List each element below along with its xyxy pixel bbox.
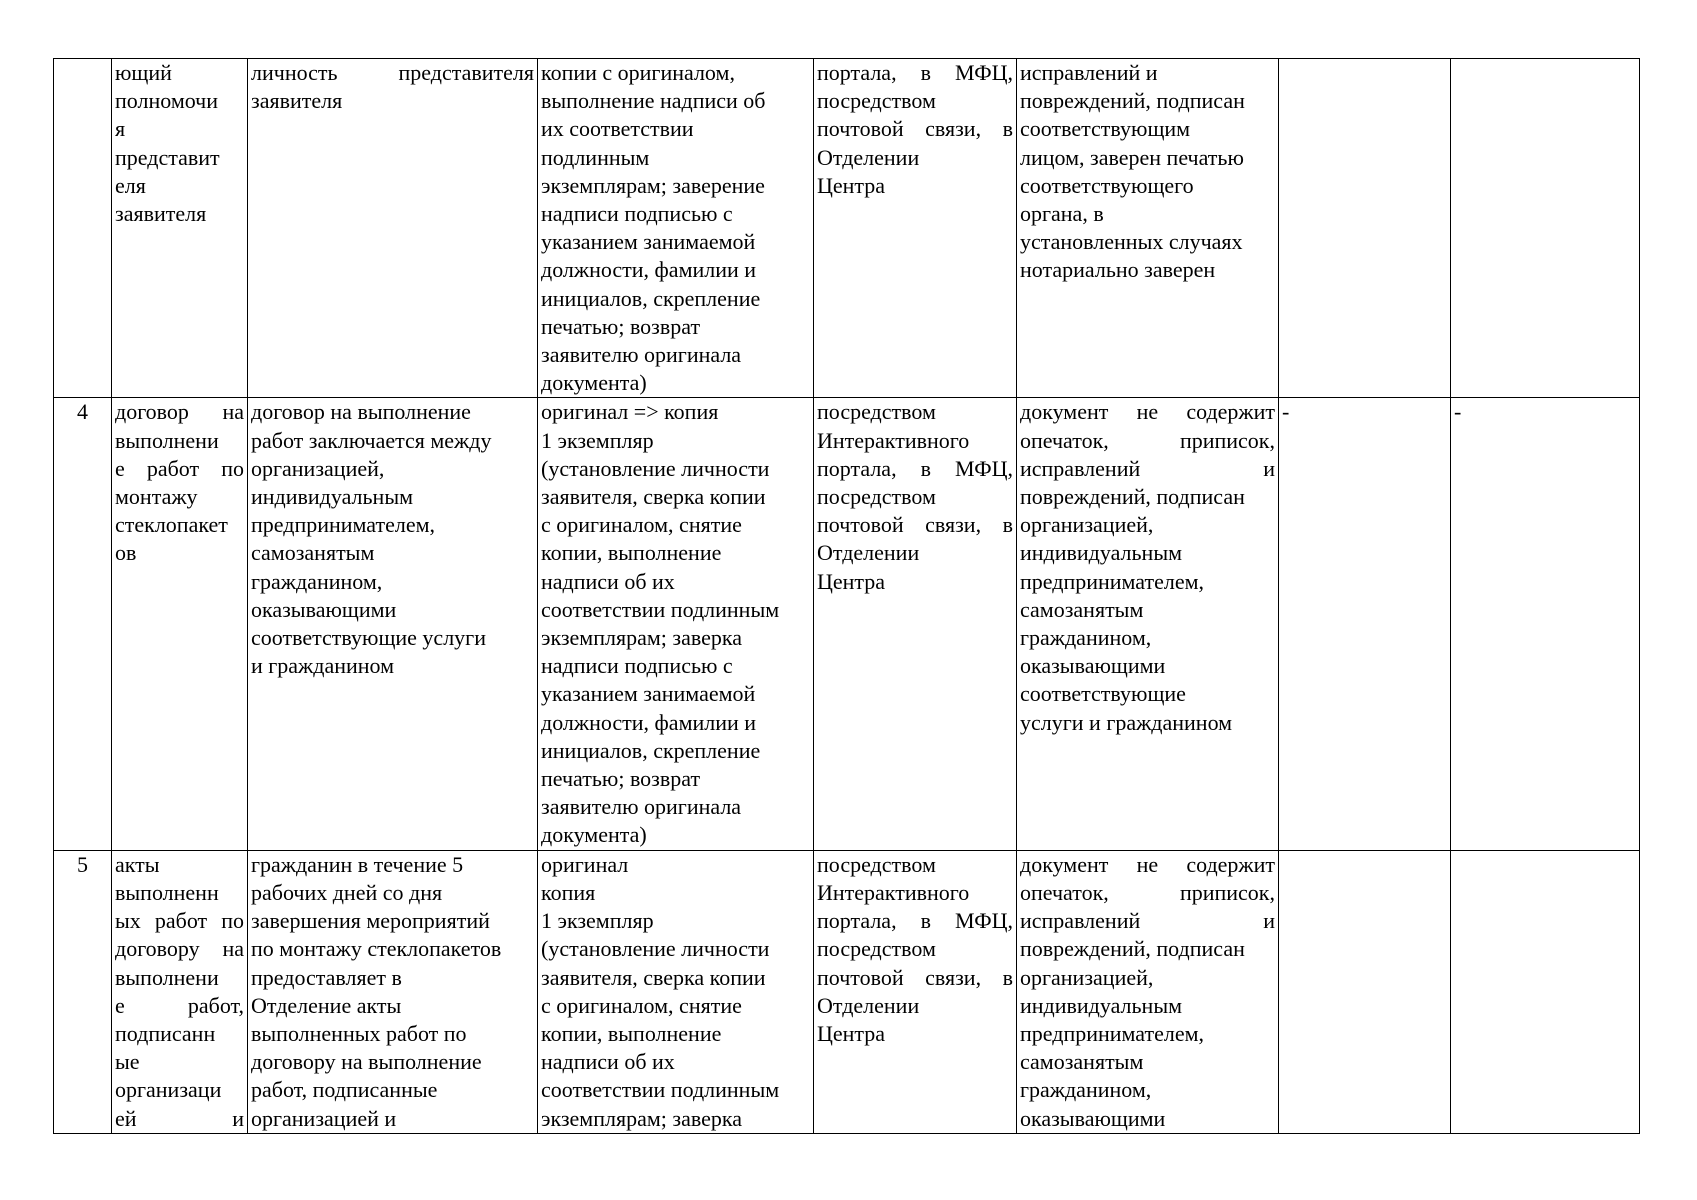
cell-text-line: указанием занимаемой: [541, 229, 756, 255]
extra-cell: [1451, 850, 1640, 1133]
cell-text-line: копии с оригиналом,: [541, 60, 735, 85]
cell-text-line: работ, подписанные: [251, 1077, 438, 1103]
cell-text-line: представит: [115, 144, 220, 170]
documents-table: [53, 58, 1640, 1134]
cell-text-line: услуги и гражданином: [1020, 709, 1233, 735]
cell-text-line: заявителя: [251, 88, 343, 114]
cell-text: -: [1282, 399, 1290, 425]
cell-text-line: органа, в: [1020, 201, 1104, 227]
row-number: [54, 59, 112, 398]
cell-text-line: самозанятым: [251, 540, 375, 566]
cell-text-line: подлинным: [541, 144, 650, 170]
cell-text-line: соответствии подлинным: [541, 1077, 780, 1103]
cell-text-line: опечаток, приписок,: [1020, 427, 1275, 453]
cell-text-line: должности, фамилии и: [541, 257, 757, 283]
cell-text-line: документа): [541, 370, 647, 396]
cell-text-line: предпринимателем,: [251, 512, 436, 538]
cell-text-line: повреждений, подписан: [1020, 936, 1245, 962]
document-conditions-cell: [1017, 398, 1279, 850]
cell-text-line: инициалов, скрепление: [541, 737, 761, 763]
cell-text-line: нотариально заверен: [1020, 257, 1216, 283]
cell-text-line: экземплярам; заверка: [541, 1105, 742, 1131]
cell-text-line: портала, в МФЦ,: [817, 908, 1013, 934]
cell-text-line: Центра: [817, 1020, 886, 1046]
cell-text-line: подписанн: [115, 1020, 216, 1046]
cell-text-line: ых работ по: [115, 908, 244, 934]
form-sample-cell: [1279, 398, 1451, 850]
submission-method-cell: [814, 398, 1017, 850]
cell-text-line: посредством: [817, 851, 936, 877]
cell-text-line: соответствии подлинным: [541, 596, 780, 622]
cell-text-line: организацией,: [1020, 964, 1154, 990]
form-sample-cell: [1279, 850, 1451, 1133]
cell-text-line: ов: [115, 540, 137, 566]
cell-text-line: ей и: [115, 1105, 244, 1131]
document-requirements-cell: [248, 59, 538, 398]
cell-text-line: договор на: [115, 399, 244, 425]
cell-text-line: гражданин в течение 5: [251, 851, 464, 877]
cell-text: 4: [77, 399, 88, 425]
cell-text-line: (установление личности: [541, 455, 770, 481]
cell-text-line: работ заключается между: [251, 427, 492, 453]
cell-text-line: копии, выполнение: [541, 540, 722, 566]
cell-text-line: организацией и: [251, 1105, 397, 1131]
cell-text-line: копия: [541, 879, 596, 905]
submission-method-cell: [814, 850, 1017, 1133]
cell-text-line: печатью; возврат: [541, 766, 701, 792]
cell-text-line: указанием занимаемой: [541, 681, 756, 707]
cell-text-line: гражданином,: [251, 568, 383, 594]
cell-text-line: надписи об их: [541, 568, 675, 594]
cell-text-line: копии, выполнение: [541, 1020, 722, 1046]
document-name-cell: [112, 398, 248, 850]
cell-text-line: повреждений, подписан: [1020, 88, 1245, 114]
cell-text-line: акты: [115, 851, 160, 877]
cell-text-line: посредством: [817, 936, 936, 962]
extra-cell: [1451, 398, 1640, 850]
cell-text-line: индивидуальным: [1020, 992, 1183, 1018]
cell-text-line: посредством: [817, 484, 936, 510]
cell-text-line: еля: [115, 172, 146, 198]
copies-handling-cell: [538, 398, 814, 850]
cell-text-line: заявителя, сверка копии: [541, 964, 766, 990]
cell-text-line: надписи об их: [541, 1049, 675, 1075]
cell-text-line: ые: [115, 1049, 140, 1075]
cell-text-line: Отделении: [817, 992, 920, 1018]
cell-text-line: личность представителя: [251, 60, 534, 85]
document-conditions-cell: [1017, 850, 1279, 1133]
cell-text-line: документ не содержит: [1020, 851, 1275, 877]
cell-text-line: повреждений, подписан: [1020, 484, 1245, 510]
cell-text-line: почтовой связи, в: [817, 964, 1013, 990]
cell-text-line: с оригиналом, снятие: [541, 992, 742, 1018]
cell-text-line: Интерактивного: [817, 879, 970, 905]
document-requirements-cell: [248, 398, 538, 850]
cell-text-line: я: [115, 116, 126, 142]
cell-text-line: Отделении: [817, 540, 920, 566]
cell-text-line: печатью; возврат: [541, 313, 701, 339]
cell-text-line: заявителю оригинала: [541, 794, 742, 820]
cell-text-line: должности, фамилии и: [541, 709, 757, 735]
cell-text-line: Отделение акты: [251, 992, 402, 1018]
cell-text-line: и гражданином: [251, 653, 395, 679]
cell-text: 5: [77, 851, 88, 877]
cell-text-line: договору на: [115, 936, 244, 962]
cell-text-line: выполненн: [115, 879, 219, 905]
cell-text-line: выполнени: [115, 964, 219, 990]
cell-text-line: соответствующего: [1020, 172, 1194, 198]
cell-text-line: документа): [541, 822, 647, 848]
cell-text-line: опечаток, приписок,: [1020, 879, 1275, 905]
cell-text-line: завершения мероприятий: [251, 908, 490, 934]
cell-text-line: Центра: [817, 568, 886, 594]
cell-text-line: гражданином,: [1020, 1077, 1152, 1103]
cell-text-line: экземплярам; заверка: [541, 625, 742, 651]
cell-text-line: посредством: [817, 399, 936, 425]
cell-text-line: полномочи: [115, 88, 219, 114]
cell-text-line: надписи подписью с: [541, 653, 733, 679]
cell-text-line: договору на выполнение: [251, 1049, 482, 1075]
cell-text-line: лицом, заверен печатью: [1020, 144, 1244, 170]
cell-text-line: индивидуальным: [1020, 540, 1183, 566]
cell-text-line: надписи подписью с: [541, 201, 733, 227]
cell-text-line: оказывающими: [251, 596, 397, 622]
cell-text-line: монтажу: [115, 484, 198, 510]
cell-text-line: выполнение надписи об: [541, 88, 766, 114]
cell-text-line: стеклопакет: [115, 512, 228, 538]
document-name-cell: [112, 850, 248, 1133]
cell-text-line: предпринимателем,: [1020, 568, 1205, 594]
cell-text-line: соответствующим: [1020, 116, 1191, 142]
cell-text-line: е работ,: [115, 992, 244, 1018]
cell-text-line: соответствующие: [1020, 681, 1186, 707]
cell-text-line: установленных случаях: [1020, 229, 1243, 255]
cell-text-line: самозанятым: [1020, 1049, 1144, 1075]
cell-text-line: соответствующие услуги: [251, 625, 486, 651]
cell-text-line: самозанятым: [1020, 596, 1144, 622]
cell-text-line: инициалов, скрепление: [541, 285, 761, 311]
row-number: [54, 850, 112, 1133]
cell-text-line: почтовой связи, в: [817, 512, 1013, 538]
cell-text-line: организаци: [115, 1077, 222, 1103]
table-row: [54, 59, 1640, 398]
cell-text-line: исправлений и: [1020, 60, 1158, 85]
copies-handling-cell: [538, 850, 814, 1133]
cell-text-line: заявителя, сверка копии: [541, 484, 766, 510]
cell-text-line: 1 экземпляр: [541, 427, 654, 453]
cell-text-line: Отделении: [817, 144, 920, 170]
table-row: [54, 850, 1640, 1133]
cell-text-line: оказывающими: [1020, 653, 1166, 679]
document-requirements-cell: [248, 850, 538, 1133]
copies-handling-cell: [538, 59, 814, 398]
cell-text-line: по монтажу стеклопакетов: [251, 936, 502, 962]
document-name-cell: [112, 59, 248, 398]
cell-text-line: оказывающими: [1020, 1105, 1166, 1131]
cell-text-line: экземплярам; заверение: [541, 172, 765, 198]
cell-text-line: организацией,: [1020, 512, 1154, 538]
cell-text-line: рабочих дней со дня: [251, 879, 443, 905]
document-conditions-cell: [1017, 59, 1279, 398]
submission-method-cell: [814, 59, 1017, 398]
cell-text-line: исправлений и: [1020, 908, 1275, 934]
table-row: [54, 398, 1640, 850]
cell-text-line: заявителя: [115, 201, 207, 227]
cell-text-line: исправлений и: [1020, 455, 1275, 481]
cell-text-line: (установление личности: [541, 936, 770, 962]
row-number: [54, 398, 112, 850]
cell-text-line: заявителю оригинала: [541, 342, 742, 368]
cell-text-line: договор на выполнение: [251, 399, 471, 425]
cell-text-line: предпринимателем,: [1020, 1020, 1205, 1046]
cell-text-line: посредством: [817, 88, 936, 114]
cell-text-line: оригинал: [541, 851, 629, 877]
form-sample-cell: [1279, 59, 1451, 398]
cell-text-line: их соответствии: [541, 116, 694, 142]
cell-text-line: индивидуальным: [251, 484, 414, 510]
cell-text-line: Центра: [817, 172, 886, 198]
cell-text-line: с оригиналом, снятие: [541, 512, 742, 538]
cell-text-line: почтовой связи, в: [817, 116, 1013, 142]
cell-text-line: оригинал => копия: [541, 399, 719, 425]
cell-text: -: [1454, 399, 1462, 425]
cell-text-line: документ не содержит: [1020, 399, 1275, 425]
cell-text-line: портала, в МФЦ,: [817, 455, 1013, 481]
cell-text-line: гражданином,: [1020, 625, 1152, 651]
cell-text-line: выполненных работ по: [251, 1020, 467, 1046]
cell-text-line: предоставляет в: [251, 964, 402, 990]
cell-text-line: портала, в МФЦ,: [817, 60, 1013, 85]
extra-cell: [1451, 59, 1640, 398]
cell-text-line: е работ по: [115, 455, 244, 481]
cell-text-line: 1 экземпляр: [541, 908, 654, 934]
cell-text-line: Интерактивного: [817, 427, 970, 453]
cell-text-line: ющий: [115, 60, 172, 85]
cell-text-line: выполнени: [115, 427, 219, 453]
cell-text-line: организацией,: [251, 455, 385, 481]
